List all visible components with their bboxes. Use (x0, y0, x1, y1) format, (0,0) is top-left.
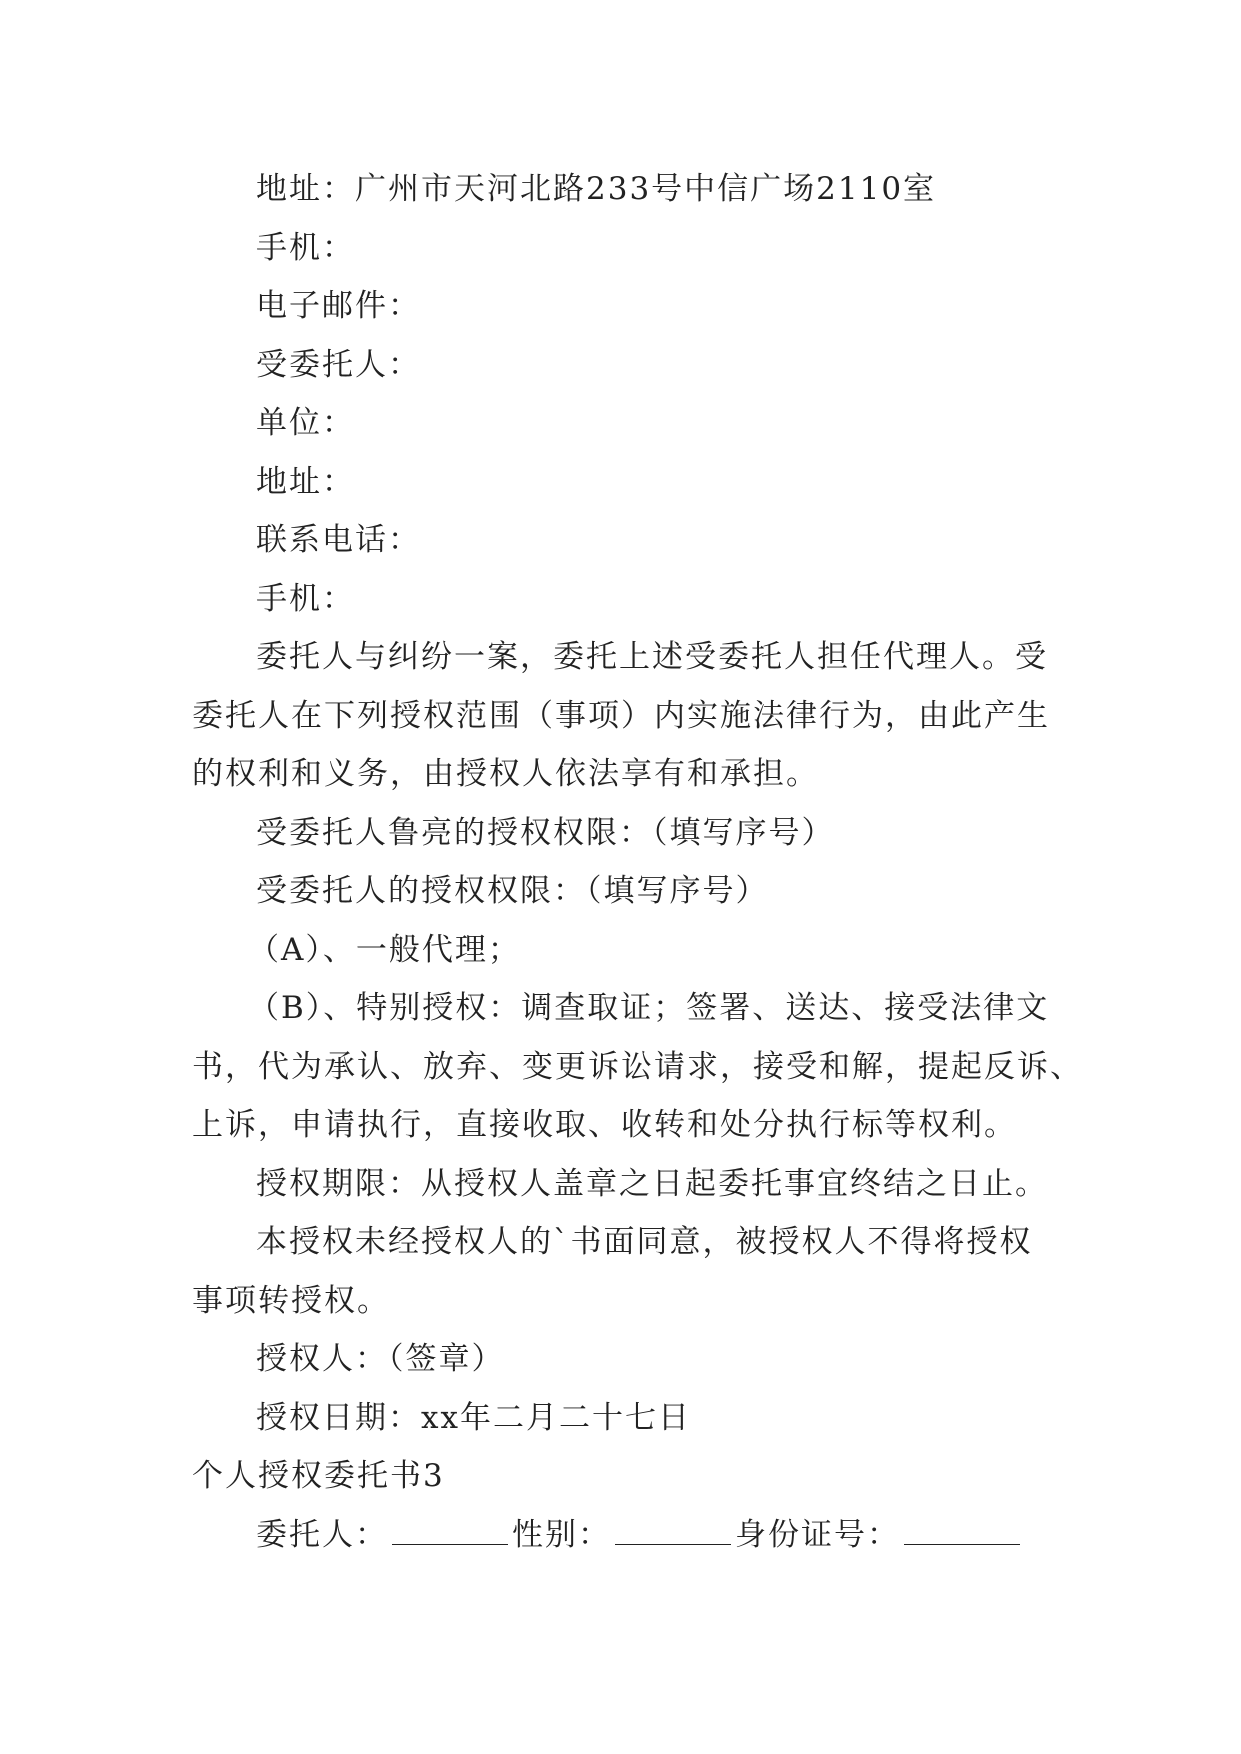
trustee-address-line: 地址： (256, 463, 355, 500)
gender-label: 性别： (512, 1516, 611, 1553)
unit-line: 单位： (256, 405, 355, 441)
email-line: 电子邮件： (256, 288, 421, 324)
term-line: 授权期限：从授权人盖章之日起委托事宜终结之日止。 (256, 1165, 1048, 1202)
trustee-line: 受委托人： (256, 346, 421, 383)
principal-blank (392, 1522, 508, 1545)
section-title: 个人授权委托书3 (192, 1458, 445, 1494)
principal-info-line (192, 1506, 1072, 1565)
document-body (192, 160, 1083, 1564)
option-b-line: （B）、特别授权：调查取证；签署、送达、接受法律文 (248, 990, 1050, 1026)
paragraph-line: 的权利和义务，由授权人依法享有和承担。 (192, 756, 819, 792)
mobile-line: 手机： (256, 229, 355, 266)
trustee-mobile-line: 手机： (256, 580, 355, 617)
paragraph-line: 书，代为承认、放弃、变更诉讼请求，接受和解，提起反诉、 (192, 1048, 1083, 1085)
paragraph-line: 上诉，申请执行，直接收取、收转和处分执行标等权利。 (192, 1107, 1017, 1143)
signature-line: 授权人：（签章） (256, 1341, 505, 1377)
address-line: 地址：广州市天河北路233号中信广场2110室 (256, 171, 937, 207)
id-blank (904, 1522, 1020, 1545)
paragraph-line: 本授权未经授权人的`书面同意，被授权人不得将授权 (256, 1224, 1033, 1260)
gender-blank (615, 1522, 731, 1545)
authority-line: 受委托人鲁亮的授权权限：（填写序号） (256, 814, 835, 851)
paragraph-line: 委托人在下列授权范围（事项）内实施法律行为，由此产生 (192, 697, 1050, 734)
principal-label: 委托人： (256, 1516, 388, 1553)
authority-line: 受委托人的授权权限：（填写序号） (256, 873, 769, 909)
option-a-line: （A）、一般代理； (248, 931, 521, 968)
date-line: 授权日期：xx年二月二十七日 (256, 1399, 691, 1436)
paragraph-line: 事项转授权。 (192, 1282, 390, 1319)
paragraph-line: 委托人与纠纷一案，委托上述受委托人担任代理人。受 (256, 639, 1048, 675)
phone-line: 联系电话： (256, 522, 421, 558)
id-label: 身份证号： (735, 1516, 900, 1553)
